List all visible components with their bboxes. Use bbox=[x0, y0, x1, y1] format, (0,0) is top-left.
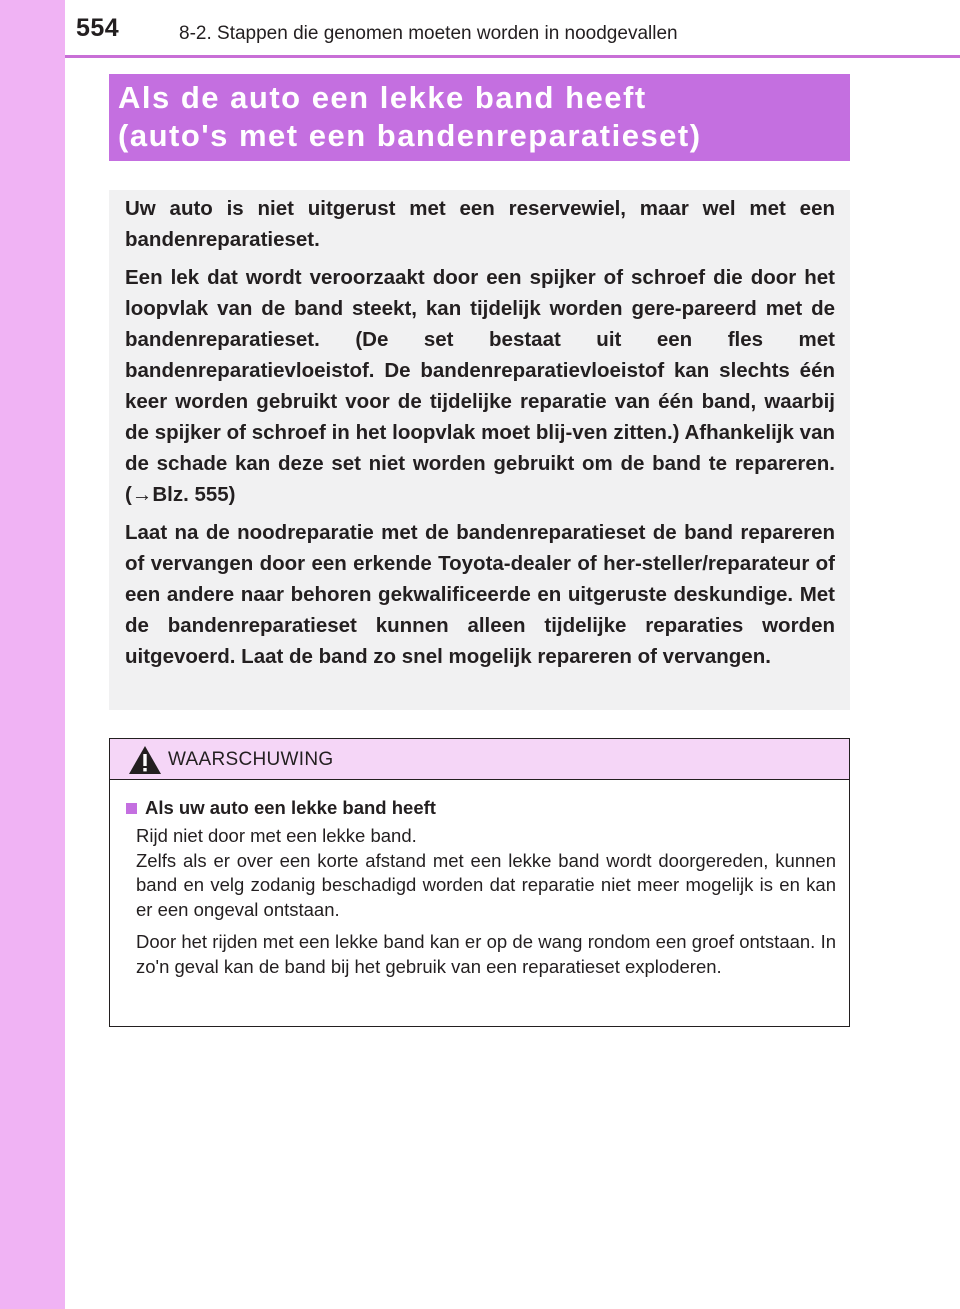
intro-paragraph-3: Laat na de noodreparatie met de bandenreparatieset de band repareren of vervangen door een erkende Toyota-dealer of her-steller/reparateur of een andere naar behoren gekwalificeerde en uitgeruste deskundige. Met de bandenreparatieset kunnen alleen tijdelijke reparaties worden uitgevoerd. Laat de band zo snel mogelijk repareren of vervangen. bbox=[125, 521, 835, 668]
warning-line-2: Zelfs als er over een korte afstand met een lekke band wordt doorgereden, kunnen band en velg zodanig beschadigd worden dat reparatie niet meer mogelijk is en kan er een ongeval ontstaan. bbox=[136, 849, 836, 920]
title-line-1: Als de auto een lekke band heeft bbox=[118, 80, 647, 115]
title-line-2: (auto's met een bandenreparatieset) bbox=[118, 118, 702, 153]
warning-header bbox=[110, 739, 849, 780]
intro-paragraph-2: Een lek dat wordt veroorzaakt door een spijker of schroef die door het loopvlak van de band steekt, kan tijdelijk worden gere-pareerd met de bandenreparatieset. (De set bestaat uit een fles met bandenreparatievloeistof. De bandenreparatievloeistof kan slechts één keer worden gebruikt voor de tijdelijke reparatie van één band, waarbij de spijker of schroef in het loopvlak moet blij-ven zitten.) Afhankelijk van de schade kan deze set niet worden gebruikt om de band te repareren. (→Blz. 555) bbox=[125, 266, 835, 506]
side-color-band bbox=[0, 0, 65, 1309]
bullet-square-icon bbox=[126, 803, 137, 814]
warning-heading bbox=[126, 796, 836, 820]
intro-box bbox=[109, 190, 850, 710]
warning-line-1: Rijd niet door met een lekke band. bbox=[136, 825, 417, 846]
warning-title: WAARSCHUWING bbox=[168, 749, 334, 770]
intro-paragraph-1: Uw auto is niet uitgerust met een reservewiel, maar wel met een bandenreparatieset. bbox=[125, 197, 835, 251]
warning-heading-text: Als uw auto een lekke band heeft bbox=[145, 797, 436, 818]
header-rule bbox=[65, 55, 960, 58]
title-banner bbox=[109, 74, 850, 161]
warning-body bbox=[110, 780, 849, 979]
warning-triangle-icon bbox=[128, 745, 162, 775]
warning-paragraph-2: Door het rijden met een lekke band kan er op de wang rondom een groef ontstaan. In zo'n geval kan de band bij het gebruik van een reparatieset exploderen. bbox=[136, 931, 836, 977]
warning-box bbox=[109, 738, 850, 1027]
page-number: 554 bbox=[76, 14, 120, 42]
section-label: 8-2. Stappen die genomen moeten worden in noodgevallen bbox=[179, 23, 678, 44]
